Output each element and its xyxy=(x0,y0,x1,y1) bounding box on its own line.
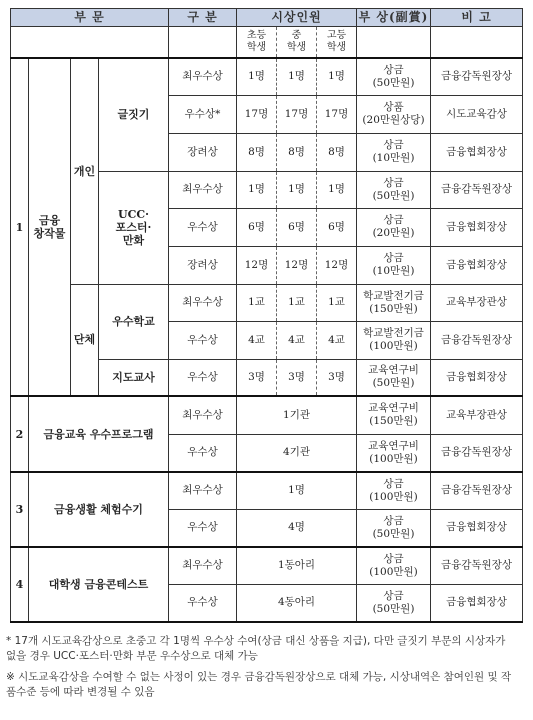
note: 금융협회장상 xyxy=(431,208,523,246)
count-high: 1명 xyxy=(317,171,357,208)
count-elementary: 17명 xyxy=(237,95,277,133)
award-name: 장려상 xyxy=(169,246,237,284)
count-total: 4동아리 xyxy=(237,584,357,622)
prize: 상금 (50만원) xyxy=(357,58,431,95)
group-ucc: UCC· 포스터· 만화 xyxy=(99,171,169,284)
note: 금융감독원장상 xyxy=(431,171,523,208)
count-middle: 1명 xyxy=(277,58,317,95)
prize: 교육연구비 (100만원) xyxy=(357,434,431,472)
count-elementary: 1명 xyxy=(237,171,277,208)
footnote-asterisk: * 17개 시도교육감상으로 초중고 각 1명씩 우수상 수여(상금 대신 상품을 지급), 다만 글짓기 부문의 시상자가 없을 경우 UCC·포스터·만화 부문 우수상으로 대체 가능 xyxy=(6,635,506,662)
award-name: 최우수상 xyxy=(169,472,237,509)
note: 교육부장관상 xyxy=(431,284,523,321)
prize: 교육연구비 (50만원) xyxy=(357,359,431,396)
count-high: 12명 xyxy=(317,246,357,284)
note: 금융감독원장상 xyxy=(431,547,523,584)
note: 금융협회장상 xyxy=(431,509,523,547)
count-elementary: 4교 xyxy=(237,321,277,359)
count-middle: 6명 xyxy=(277,208,317,246)
note: 금융협회장상 xyxy=(431,584,523,622)
group-number: 1 xyxy=(11,58,29,396)
award-name: 우수상* xyxy=(169,95,237,133)
award-table-container xyxy=(10,8,522,623)
subheader-middle: 중 학생 xyxy=(277,27,317,59)
header-count: 시상인원 xyxy=(237,9,357,27)
prize: 상품 (20만원상당) xyxy=(357,95,431,133)
subheader-empty xyxy=(11,27,169,59)
group-team: 단체 xyxy=(71,284,99,396)
table-subheader-row xyxy=(11,27,523,59)
award-name: 우수상 xyxy=(169,584,237,622)
award-name: 최우수상 xyxy=(169,284,237,321)
table-row xyxy=(11,284,523,321)
note: 금융협회장상 xyxy=(431,246,523,284)
count-elementary: 8명 xyxy=(237,133,277,171)
group-number: 2 xyxy=(11,396,29,472)
count-high: 1명 xyxy=(317,58,357,95)
subheader-elementary: 초등 학생 xyxy=(237,27,277,59)
count-middle: 3명 xyxy=(277,359,317,396)
note: 시도교육감상 xyxy=(431,95,523,133)
footnote-reference: ※ 시도교육감상을 수여할 수 없는 사정이 있는 경우 금융감독원장상으로 대체 가능, 시상내역은 참여인원 및 작품수준 등에 따라 변경될 수 있음 xyxy=(6,671,512,698)
count-high: 8명 xyxy=(317,133,357,171)
prize: 학교발전기금 (100만원) xyxy=(357,321,431,359)
note: 금융감독원장상 xyxy=(431,58,523,95)
prize: 상금 (100만원) xyxy=(357,472,431,509)
count-total: 1기관 xyxy=(237,396,357,434)
count-middle: 4교 xyxy=(277,321,317,359)
note: 금융감독원장상 xyxy=(431,321,523,359)
note: 금융감독원장상 xyxy=(431,434,523,472)
award-name: 우수상 xyxy=(169,359,237,396)
count-total: 4기관 xyxy=(237,434,357,472)
prize: 상금 (10만원) xyxy=(357,246,431,284)
count-elementary: 1명 xyxy=(237,58,277,95)
note: 금융협회장상 xyxy=(431,133,523,171)
footnotes xyxy=(6,634,514,706)
header-category: 구 분 xyxy=(169,9,237,27)
note: 금융감독원장상 xyxy=(431,472,523,509)
table-header-row xyxy=(11,9,523,27)
award-name: 최우수상 xyxy=(169,396,237,434)
count-elementary: 12명 xyxy=(237,246,277,284)
note: 교육부장관상 xyxy=(431,396,523,434)
count-high: 6명 xyxy=(317,208,357,246)
subheader-empty-4 xyxy=(431,27,523,59)
group-school: 우수학교 xyxy=(99,284,169,359)
count-total: 1동아리 xyxy=(237,547,357,584)
header-section: 부 문 xyxy=(11,9,169,27)
prize: 학교발전기금 (150만원) xyxy=(357,284,431,321)
prize: 상금 (20만원) xyxy=(357,208,431,246)
group-number: 4 xyxy=(11,547,29,622)
count-middle: 1교 xyxy=(277,284,317,321)
table-row xyxy=(11,547,523,584)
count-elementary: 6명 xyxy=(237,208,277,246)
count-total: 4명 xyxy=(237,509,357,547)
award-name: 우수상 xyxy=(169,321,237,359)
group-name: 금융생활 체험수기 xyxy=(29,472,169,547)
count-elementary: 1교 xyxy=(237,284,277,321)
prize: 상금 (50만원) xyxy=(357,171,431,208)
count-high: 4교 xyxy=(317,321,357,359)
award-name: 최우수상 xyxy=(169,547,237,584)
prize: 상금 (10만원) xyxy=(357,133,431,171)
group-teacher: 지도교사 xyxy=(99,359,169,396)
award-name: 최우수상 xyxy=(169,58,237,95)
group-individual: 개인 xyxy=(71,58,99,284)
header-note: 비 고 xyxy=(431,9,523,27)
prize: 교육연구비 (150만원) xyxy=(357,396,431,434)
subheader-empty-3 xyxy=(357,27,431,59)
award-name: 우수상 xyxy=(169,208,237,246)
group-name: 금융 창작물 xyxy=(29,58,71,396)
count-high: 17명 xyxy=(317,95,357,133)
award-name: 최우수상 xyxy=(169,171,237,208)
header-prize: 부 상(副賞) xyxy=(357,9,431,27)
table-row xyxy=(11,472,523,509)
count-middle: 8명 xyxy=(277,133,317,171)
count-high: 3명 xyxy=(317,359,357,396)
group-writing: 글짓기 xyxy=(99,58,169,171)
prize: 상금 (50만원) xyxy=(357,584,431,622)
award-name: 우수상 xyxy=(169,509,237,547)
group-number: 3 xyxy=(11,472,29,547)
count-middle: 1명 xyxy=(277,171,317,208)
group-name: 금융교육 우수프로그램 xyxy=(29,396,169,472)
count-middle: 17명 xyxy=(277,95,317,133)
group-name: 대학생 금융콘테스트 xyxy=(29,547,169,622)
award-name: 우수상 xyxy=(169,434,237,472)
subheader-empty-2 xyxy=(169,27,237,59)
award-table xyxy=(10,8,523,623)
prize: 상금 (100만원) xyxy=(357,547,431,584)
prize: 상금 (50만원) xyxy=(357,509,431,547)
count-total: 1명 xyxy=(237,472,357,509)
award-name: 장려상 xyxy=(169,133,237,171)
count-high: 1교 xyxy=(317,284,357,321)
table-row xyxy=(11,58,523,95)
count-elementary: 3명 xyxy=(237,359,277,396)
count-middle: 12명 xyxy=(277,246,317,284)
table-row xyxy=(11,396,523,434)
note: 금융협회장상 xyxy=(431,359,523,396)
subheader-high: 고등 학생 xyxy=(317,27,357,59)
